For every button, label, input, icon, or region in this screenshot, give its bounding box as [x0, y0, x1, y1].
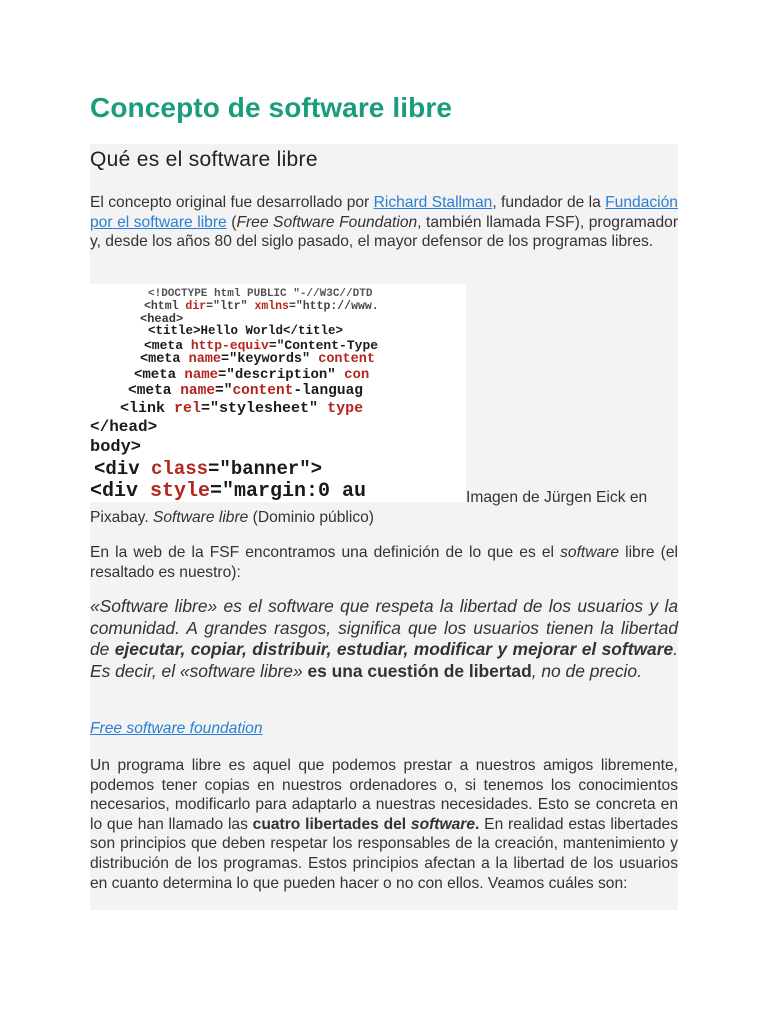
code-line: <!DOCTYPE html PUBLIC "-//W3C//DTD	[148, 288, 373, 300]
quote-text-2: . Es decir, el «software libre»	[90, 639, 678, 681]
intro-text-1: El concepto original fue desarrollado por	[90, 194, 374, 211]
code-line: <title>Hello World</title>	[148, 324, 344, 338]
caption-emphasis: Software libre	[152, 508, 249, 526]
richard-stallman-link[interactable]: Richard Stallman	[373, 194, 493, 211]
intro-paragraph	[90, 193, 678, 252]
quote-text-1: «Software libre» es el software que respeta la libertad de los usuarios y la comunidad. A grandes rasgos, significa que los usuarios tienen la libertad de	[90, 596, 678, 660]
code-line: <meta name="description" con	[134, 367, 370, 383]
fsf-definition-paragraph	[90, 543, 678, 582]
fsf-def-text-2: libre (el resaltado es nuestro):	[90, 544, 678, 581]
program-text-2: En realidad estas libertades son principios que deben respetar los responsables de la creación, mantenimiento y distribución de los programas. Estos principios afectan a la libertad de los usuarios en cuanto determina lo que pueden hacer o no con ellos. Veamos cuáles son:	[90, 815, 678, 892]
fsf-quote	[90, 596, 678, 682]
code-line: body>	[90, 438, 142, 457]
fsf-spanish-link[interactable]: Fundación por el software libre	[90, 194, 678, 231]
quote-text-3: , no de precio.	[531, 660, 642, 681]
program-bold-emphasis: software	[410, 815, 476, 833]
program-text-1: Un programa libre es aquel que podemos prestar a nuestros amigos libremente, podemos tener copias en nuestros ordenadores o, si tenemos los conocimientos necesarios, modificarlo para adaptarlo a nuestras necesidades. Esto se concreta en lo que han llamado las	[90, 757, 678, 833]
code-line: <meta name="content-languag	[128, 383, 363, 399]
caption-text-2: (Dominio público)	[248, 508, 374, 526]
code-line: <div style="margin:0 au	[90, 480, 367, 502]
program-bold-end: .	[475, 815, 480, 833]
intro-emphasis: Free Software Foundation	[236, 213, 418, 231]
fsf-def-emphasis: software	[560, 544, 620, 561]
image-caption	[90, 488, 678, 527]
fsf-def-text-1: En la web de la FSF encontramos una definición de lo que es el	[90, 544, 561, 561]
quote-bold-2: es una cuestión de libertad	[307, 660, 532, 681]
image-spacer	[90, 501, 466, 502]
code-line: <link rel="stylesheet" type	[120, 400, 364, 417]
html-code-image	[90, 284, 466, 502]
program-paragraph	[90, 756, 678, 893]
page-title: Concepto de software libre	[90, 92, 452, 123]
article-body	[90, 144, 678, 910]
section-title: Qué es el software libre	[90, 148, 318, 171]
code-line: <meta http-equiv="Content-Type	[144, 338, 379, 353]
program-bold	[253, 816, 480, 833]
free-software-foundation-link[interactable]: Free software foundation	[90, 720, 263, 737]
code-line: </head>	[90, 418, 158, 436]
intro-text-2: , fundador de la	[492, 194, 606, 211]
program-bold-text: cuatro libertades del	[252, 815, 411, 833]
code-line: <div class="banner">	[94, 458, 323, 480]
code-line: <head>	[140, 312, 184, 326]
code-line: <meta name="keywords" content	[140, 352, 375, 367]
caption-text-1: Imagen de Jürgen Eick en Pixabay.	[90, 489, 648, 526]
intro-text-3: (	[226, 213, 237, 231]
quote-bold-1: ejecutar, copiar, distribuir, estudiar, modificar y mejorar el software	[114, 639, 674, 660]
intro-text-4: , también llamada FSF), programador y, desde los años 80 del siglo pasado, el mayor defensor de los programas libres.	[90, 213, 679, 251]
code-line: <html dir="ltr" xmlns="http://www.	[144, 300, 379, 313]
